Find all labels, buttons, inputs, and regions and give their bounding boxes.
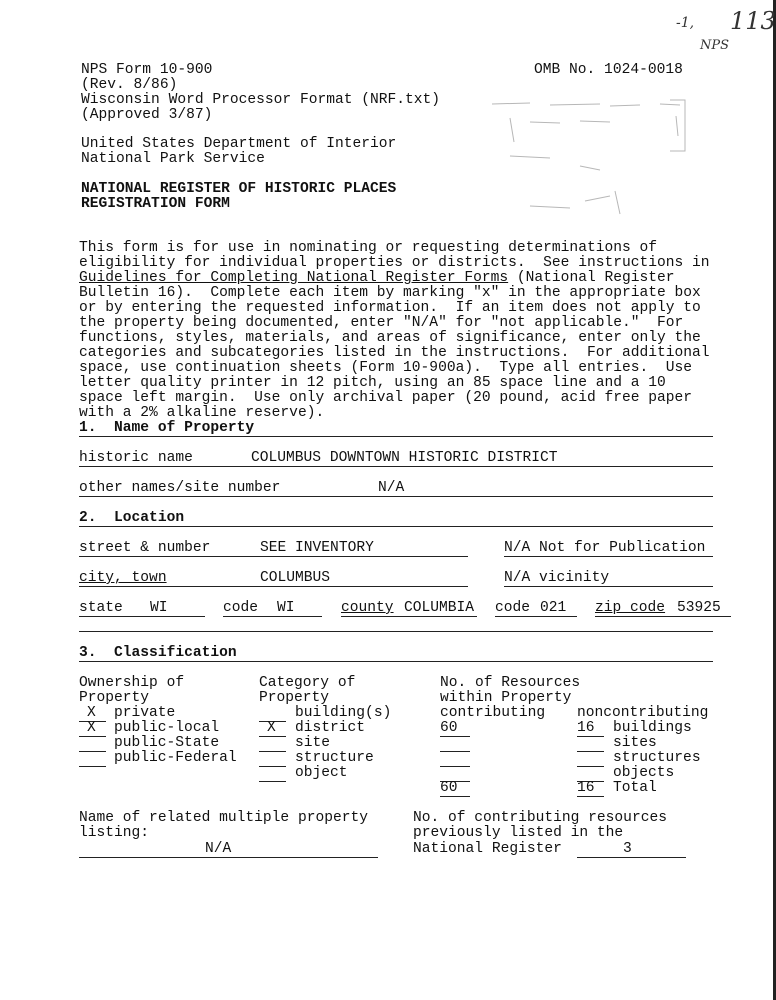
previously-listed-label: No. of contributing resources — [413, 810, 667, 826]
ownership-mark: X — [87, 720, 96, 736]
category-subheading: Property — [259, 690, 330, 706]
ownership-mark: X — [87, 705, 96, 721]
previously-listed-label-2: previously listed in the — [413, 825, 624, 841]
form-subtitle: REGISTRATION FORM — [81, 196, 230, 212]
state-code-label: code — [223, 600, 259, 616]
other-names-label: other names/site number — [79, 480, 281, 496]
vicinity: N/A vicinity — [504, 570, 610, 586]
ownership-label: public-Federal — [114, 750, 237, 766]
related-listing-label: Name of related multiple property — [79, 810, 369, 826]
historic-name-label: historic name — [79, 450, 193, 466]
form-revision: (Rev. 8/86) — [81, 77, 178, 93]
category-label: district — [295, 720, 366, 736]
ownership-subheading: Property — [79, 690, 150, 706]
noncontributing-heading: noncontributing — [577, 705, 709, 721]
related-listing-value: N/A — [205, 841, 232, 857]
resources-heading: No. of Resources — [440, 675, 581, 691]
category-label: structure — [295, 750, 374, 766]
city-value: COLUMBUS — [260, 570, 331, 586]
ownership-label: public-State — [114, 735, 220, 751]
other-names-value: N/A — [378, 480, 405, 496]
category-label: site — [295, 735, 331, 751]
state-value: WI — [150, 600, 168, 616]
form-approved: (Approved 3/87) — [81, 107, 213, 123]
department: United States Department of Interior — [81, 136, 397, 152]
street-value: SEE INVENTORY — [260, 540, 374, 556]
instructions: This form is for use in nominating or requesting determinations of eligibility for individual properties or districts. See instructions in Guidelines for Completing National Register Forms (National Register Bulletin 16). Complete each item by marking "x" in the appropriate box or by entering the requested information. If an item does not apply to the property being documented, enter "N/A" for "not applicable." For functions, styles, materials, and areas of significance, enter only the categories and subcategories listed in the instructions. For additional space, use continuation sheets (Form 10-900a). Type all entries. Use letter quality printer in 12 pitch, using an 85 space line and a 10 space left margin. Use only archival paper (20 pound, acid free paper with a 2% alkaline reserve). — [79, 240, 710, 421]
service: National Park Service — [81, 151, 265, 167]
resource-label: structures — [613, 750, 701, 766]
form-number: NPS Form 10-900 — [81, 62, 213, 78]
county-code-value: 021 — [540, 600, 567, 616]
ownership-heading: Ownership of — [79, 675, 185, 691]
previously-listed-value: 3 — [623, 841, 632, 857]
street-label: street & number — [79, 540, 211, 556]
category-label: object — [295, 765, 348, 781]
related-listing-label-2: listing: — [79, 825, 150, 841]
county-label: county — [341, 600, 394, 616]
resources-subheading: within Property — [440, 690, 572, 706]
contributing-count: 60 — [440, 720, 458, 736]
historic-name-value: COLUMBUS DOWNTOWN HISTORIC DISTRICT — [251, 450, 558, 466]
zip-label: zip code — [595, 600, 666, 616]
form-title: NATIONAL REGISTER OF HISTORIC PLACES — [81, 181, 397, 197]
city-label: city, town — [79, 570, 167, 586]
state-label: state — [79, 600, 123, 616]
omb-number: OMB No. 1024-0018 — [534, 62, 683, 78]
contributing-heading: contributing — [440, 705, 546, 721]
state-code-value: WI — [277, 600, 295, 616]
county-code-label: code — [495, 600, 531, 616]
resource-label: Total — [613, 780, 657, 796]
noncontributing-count: 16 — [577, 720, 595, 736]
resource-label: objects — [613, 765, 675, 781]
guidelines-reference: Guidelines for Completing National Register Forms — [79, 270, 509, 286]
category-mark: X — [267, 720, 276, 736]
not-for-publication: N/A Not for Publication — [504, 540, 706, 556]
section-2-heading: 2. Location — [79, 510, 185, 526]
ownership-label: public-local — [114, 720, 220, 736]
ownership-label: private — [114, 705, 176, 721]
zip-value: 53925 — [677, 600, 721, 616]
section-1-heading: 1. Name of Property — [79, 420, 255, 436]
category-heading: Category of — [259, 675, 356, 691]
section-3-heading: 3. Classification — [79, 645, 237, 661]
handwritten-initials: NPS — [700, 38, 730, 53]
handwritten-number: 113 — [730, 7, 776, 35]
resource-label: sites — [613, 735, 657, 751]
county-value: COLUMBIA — [404, 600, 475, 616]
handwritten-mark: -1, — [676, 15, 695, 31]
received-stamp — [490, 96, 700, 226]
noncontributing-total: 16 — [577, 780, 595, 796]
previously-listed-label-3: National Register — [413, 841, 562, 857]
category-label: building(s) — [295, 705, 392, 721]
form-format: Wisconsin Word Processor Format (NRF.txt) — [81, 92, 441, 108]
contributing-total: 60 — [440, 780, 458, 796]
resource-label: buildings — [613, 720, 692, 736]
